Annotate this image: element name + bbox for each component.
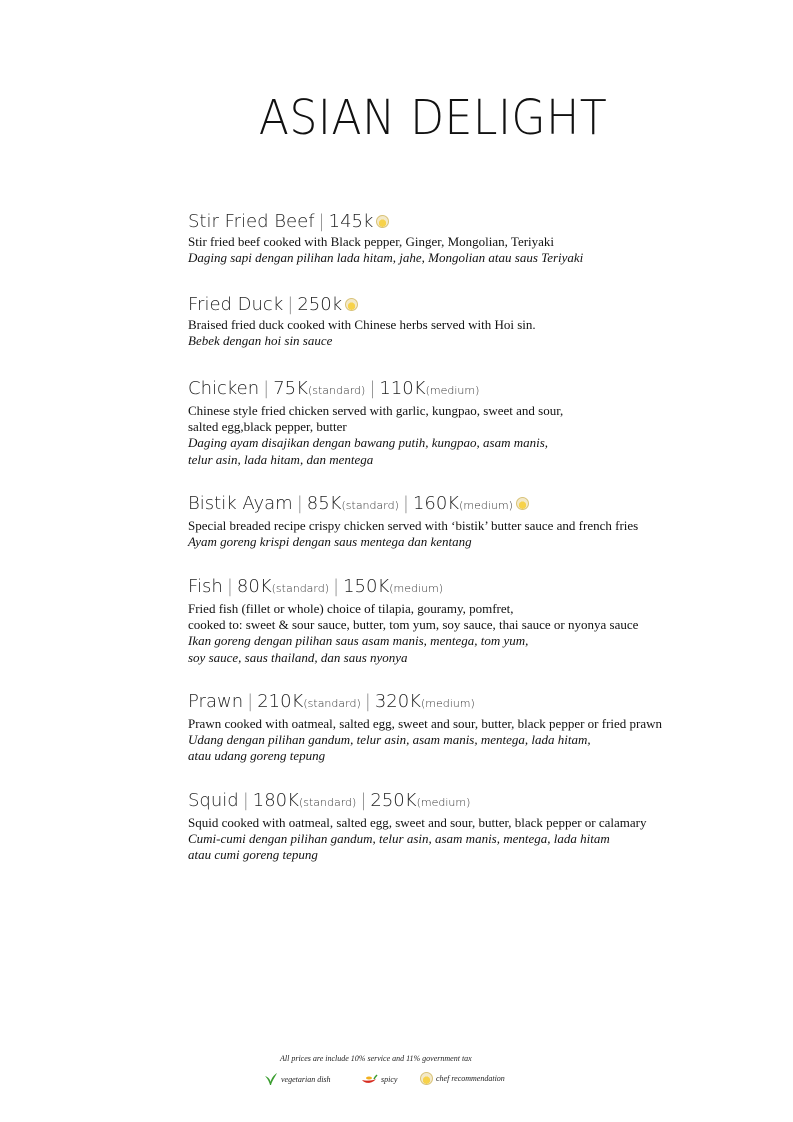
- chef-hat-icon: [345, 298, 358, 311]
- separator: |: [318, 211, 325, 232]
- item-price-medium: 320K: [374, 691, 421, 712]
- separator: |: [287, 294, 294, 315]
- menu-item-header: [188, 789, 748, 815]
- price-note-standard: (standard): [271, 582, 330, 595]
- separator: |: [226, 576, 233, 597]
- separator: |: [402, 493, 409, 514]
- separator: |: [360, 790, 367, 811]
- item-price-medium: 110K: [379, 378, 426, 399]
- item-description-id: telur asin, lada hitam, dan mentega: [188, 451, 374, 467]
- item-name: Fried Duck: [188, 294, 284, 315]
- item-description-en: cooked to: sweet & sour sauce, butter, tom yum, soy sauce, thai sauce or nyonya sauce: [188, 617, 639, 633]
- chef-hat-icon: [376, 215, 389, 228]
- menu-item-header: [188, 575, 748, 601]
- item-description-en: Braised fried duck cooked with Chinese herbs served with Hoi sin.: [188, 317, 536, 332]
- chef-hat-icon: [420, 1072, 433, 1085]
- legend-label: chef recommendation: [436, 1074, 505, 1083]
- menu-item-bistik-ayam: [188, 492, 748, 550]
- price-note-standard: (standard): [303, 697, 361, 710]
- item-description-en: salted egg,black pepper, butter: [188, 419, 347, 435]
- menu-item-fried-duck: [188, 293, 748, 349]
- item-description-en: Fried fish (fillet or whole) choice of tilapia, gouramy, pomfret,: [188, 601, 514, 616]
- item-description-id: Daging ayam disajikan dengan bawang putih, kungpao, asam manis,: [188, 435, 549, 451]
- page-title: ASIAN DELIGHT: [258, 90, 608, 146]
- item-description-id: Ikan goreng dengan pilihan saus asam manis, mentega, tom yum,: [188, 633, 529, 649]
- item-description-id: atau cumi goreng tepung: [188, 847, 318, 863]
- item-price-standard: 210K: [257, 691, 304, 712]
- separator: |: [333, 576, 340, 597]
- separator: |: [247, 691, 254, 712]
- price-note-standard: (standard): [298, 796, 357, 809]
- item-name: Prawn: [188, 691, 244, 712]
- item-price-standard: 180K: [252, 790, 299, 811]
- price-note-medium: (medium): [425, 384, 480, 397]
- item-name: Chicken: [188, 378, 260, 399]
- item-price-standard: 75K: [273, 378, 308, 399]
- item-description-en: Stir fried beef cooked with Black pepper, Ginger, Mongolian, Teriyaki: [188, 234, 555, 249]
- item-price-medium: 250K: [370, 790, 417, 811]
- item-description-id: Bebek dengan hoi sin sauce: [188, 333, 333, 349]
- menu-item-header: [188, 293, 748, 317]
- legend-chef: [420, 1072, 505, 1085]
- separator: |: [369, 378, 376, 399]
- item-description-id: Daging sapi dengan pilihan lada hitam, jahe, Mongolian atau saus Teriyaki: [188, 250, 584, 266]
- legend-label: vegetarian dish: [281, 1074, 331, 1084]
- separator: |: [364, 691, 371, 712]
- price-note-medium: (medium): [459, 499, 513, 512]
- menu-item-prawn: [188, 690, 748, 765]
- price-note-standard: (standard): [307, 384, 366, 397]
- item-price: 145k: [328, 211, 374, 232]
- price-note: All prices are include 10% service and 11% government tax: [280, 1054, 472, 1063]
- item-name: Bistik Ayam: [188, 493, 293, 514]
- item-name: Stir Fried Beef: [188, 211, 315, 232]
- price-note-medium: (medium): [420, 697, 475, 710]
- legend-label: spicy: [381, 1074, 398, 1084]
- separator: |: [242, 790, 249, 811]
- item-description-en: Prawn cooked with oatmeal, salted egg, sweet and sour, butter, black pepper or fried prawn: [188, 716, 663, 731]
- price-note-standard: (standard): [341, 499, 399, 512]
- item-price-standard: 80K: [236, 576, 272, 597]
- item-description-id: Udang dengan pilihan gandum, telur asin, asam manis, mentega, lada hitam,: [188, 732, 591, 748]
- legend: [264, 1072, 564, 1088]
- price-note-medium: (medium): [389, 582, 444, 595]
- item-name: Squid: [188, 790, 239, 811]
- item-name: Fish: [188, 576, 223, 597]
- separator: |: [263, 378, 270, 399]
- item-price-medium: 150K: [343, 576, 390, 597]
- vegetarian-leaf-icon: [264, 1072, 278, 1086]
- item-description-id: Ayam goreng krispi dengan saus mentega dan kentang: [188, 534, 472, 550]
- menu-item-header: [188, 377, 748, 403]
- menu-item-chicken: [188, 377, 748, 468]
- item-price-medium: 160K: [412, 493, 460, 514]
- item-description-id: atau udang goreng tepung: [188, 748, 326, 764]
- price-note-medium: (medium): [416, 796, 471, 809]
- item-description-id: soy sauce, saus thailand, dan saus nyonya: [188, 649, 408, 665]
- spicy-chili-icon: [360, 1072, 378, 1086]
- item-price-standard: 85K: [306, 493, 342, 514]
- menu-item-fish: [188, 575, 748, 666]
- item-price: 250k: [297, 294, 343, 315]
- menu-item-stir-fried-beef: [188, 210, 748, 266]
- item-description-en: Special breaded recipe crispy chicken served with ‘bistik’ butter sauce and french fries: [188, 518, 639, 533]
- menu-item-header: [188, 492, 748, 518]
- chef-hat-icon: [516, 497, 529, 510]
- item-description-en: Chinese style fried chicken served with garlic, kungpao, sweet and sour,: [188, 403, 564, 418]
- item-description-id: Cumi-cumi dengan pilihan gandum, telur asin, asam manis, mentega, lada hitam: [188, 831, 610, 847]
- legend-spicy: [360, 1072, 397, 1086]
- separator: |: [296, 493, 303, 514]
- menu-item-squid: [188, 789, 748, 864]
- menu-item-header: [188, 210, 748, 234]
- legend-vegetarian: [264, 1072, 331, 1086]
- item-description-en: Squid cooked with oatmeal, salted egg, sweet and sour, butter, black pepper or calamary: [188, 815, 647, 830]
- menu-item-header: [188, 690, 748, 716]
